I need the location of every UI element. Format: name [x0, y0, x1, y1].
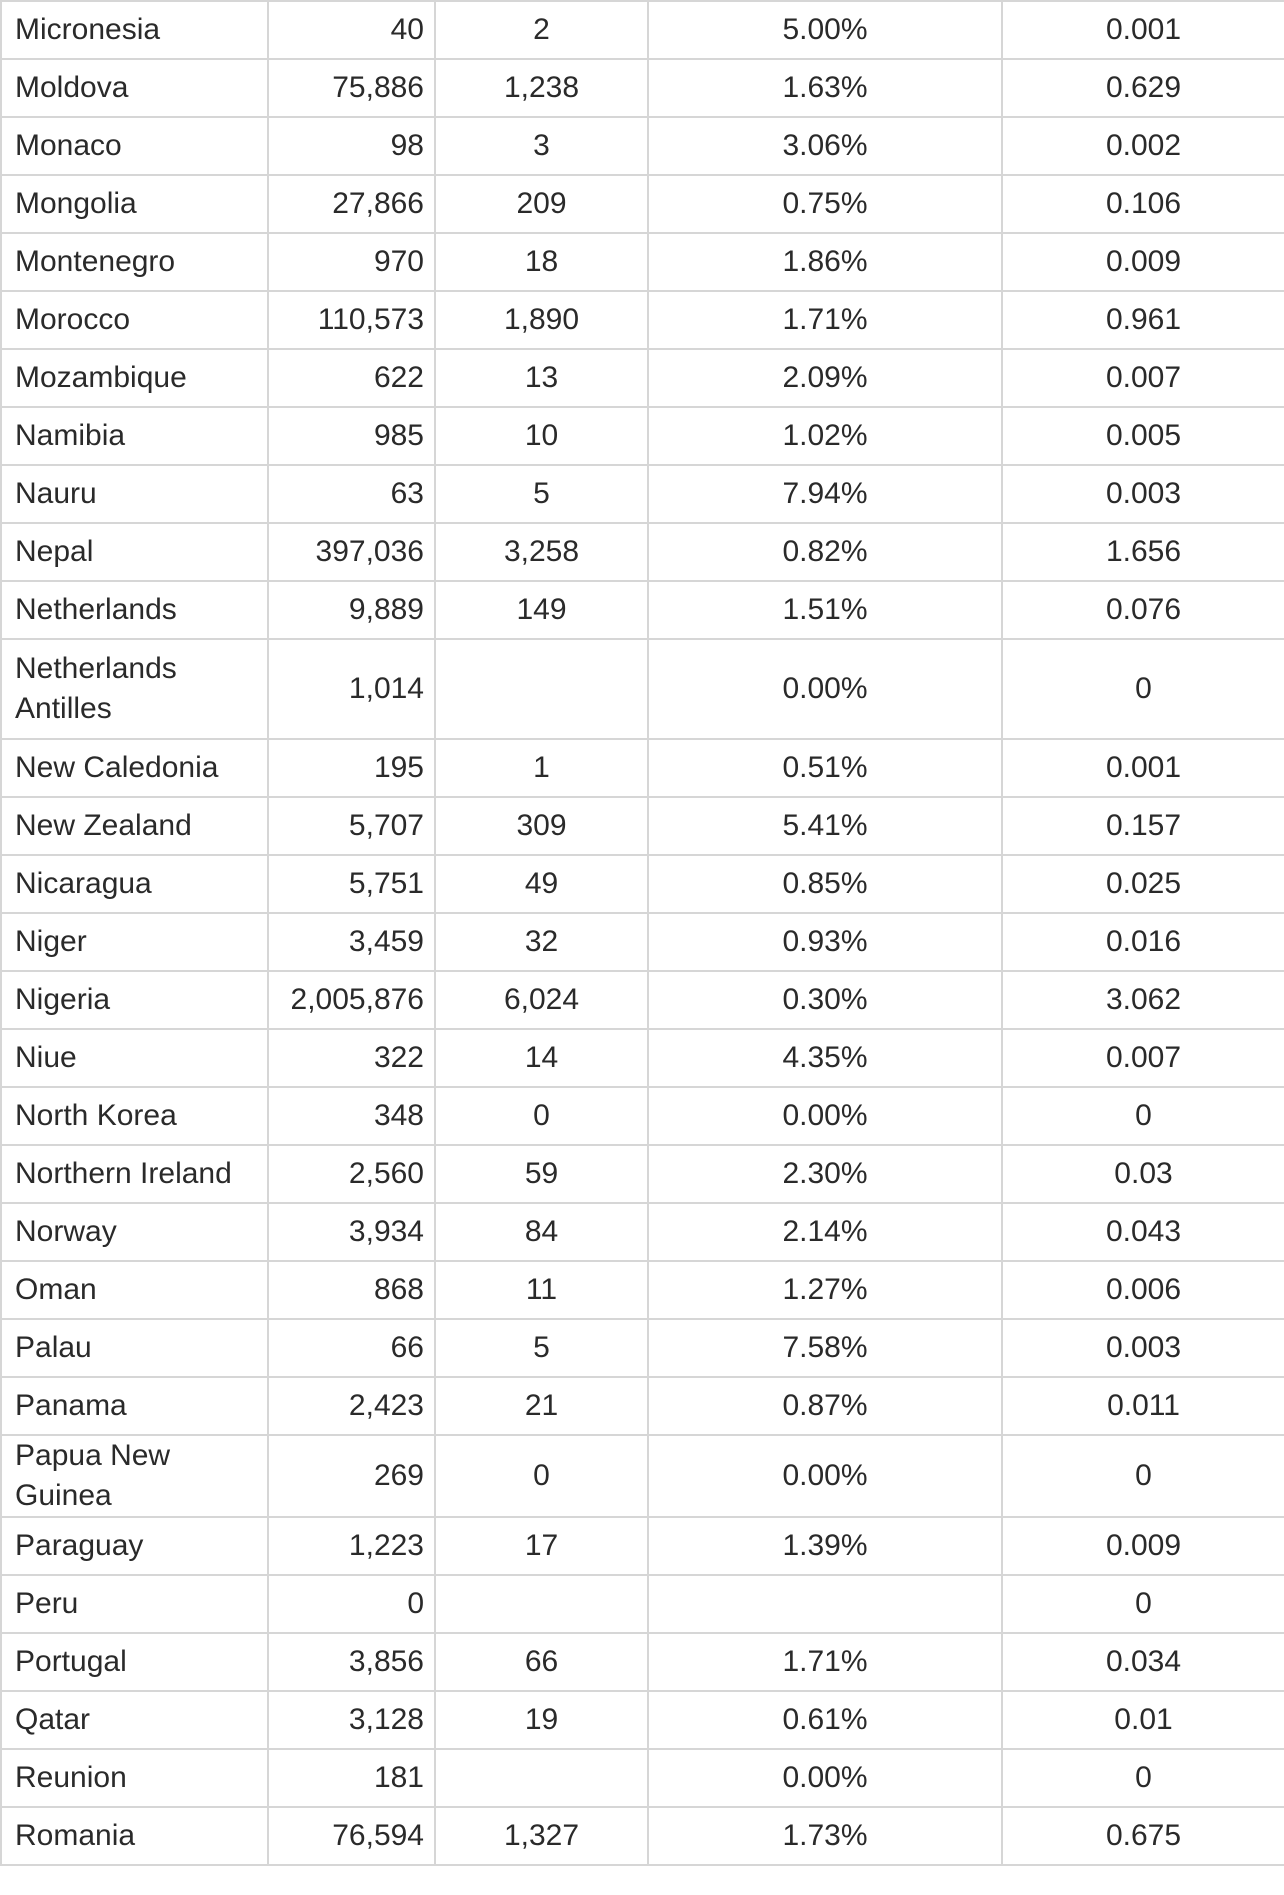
- table-row: [1, 407, 1284, 465]
- cases-cell: 98: [268, 117, 435, 175]
- country-cell: Micronesia: [1, 1, 268, 59]
- cases-cell: 2,005,876: [268, 971, 435, 1029]
- percent-cell: 0.03: [1002, 1145, 1284, 1203]
- deaths-cell: 14: [435, 1029, 648, 1087]
- cases-cell: 1,223: [268, 1517, 435, 1575]
- percent-cell: 3.062: [1002, 971, 1284, 1029]
- cases-cell: 9,889: [268, 581, 435, 639]
- table-row: [1, 797, 1284, 855]
- country-cell: Monaco: [1, 117, 268, 175]
- rate-cell: 1.86%: [648, 233, 1002, 291]
- deaths-cell: 49: [435, 855, 648, 913]
- country-cell: Netherlands Antilles: [1, 639, 268, 739]
- deaths-cell: 6,024: [435, 971, 648, 1029]
- cases-cell: 2,560: [268, 1145, 435, 1203]
- cases-cell: 75,886: [268, 59, 435, 117]
- deaths-cell: 32: [435, 913, 648, 971]
- deaths-cell: 5: [435, 1319, 648, 1377]
- deaths-cell: 66: [435, 1633, 648, 1691]
- country-cell: Paraguay: [1, 1517, 268, 1575]
- cases-cell: 3,856: [268, 1633, 435, 1691]
- percent-cell: 0.961: [1002, 291, 1284, 349]
- table-row: [1, 1691, 1284, 1749]
- rate-cell: 1.71%: [648, 1633, 1002, 1691]
- country-cell: Northern Ireland: [1, 1145, 268, 1203]
- deaths-cell: [435, 639, 648, 739]
- cases-cell: 985: [268, 407, 435, 465]
- table-row: [1, 1633, 1284, 1691]
- cases-cell: 0: [268, 1575, 435, 1633]
- deaths-cell: 3,258: [435, 523, 648, 581]
- table-row: [1, 1203, 1284, 1261]
- table-row: [1, 59, 1284, 117]
- cases-cell: 3,459: [268, 913, 435, 971]
- table-row: [1, 233, 1284, 291]
- country-cell: Papua New Guinea: [1, 1435, 268, 1517]
- country-cell: Netherlands: [1, 581, 268, 639]
- rate-cell: 0.85%: [648, 855, 1002, 913]
- rate-cell: 0.61%: [648, 1691, 1002, 1749]
- deaths-cell: 11: [435, 1261, 648, 1319]
- deaths-cell: 18: [435, 233, 648, 291]
- cases-cell: 622: [268, 349, 435, 407]
- rate-cell: 1.39%: [648, 1517, 1002, 1575]
- deaths-cell: 309: [435, 797, 648, 855]
- table-row: [1, 1575, 1284, 1633]
- rate-cell: 4.35%: [648, 1029, 1002, 1087]
- rate-cell: 0.87%: [648, 1377, 1002, 1435]
- rate-cell: 0.30%: [648, 971, 1002, 1029]
- cases-cell: 397,036: [268, 523, 435, 581]
- table-row: [1, 1377, 1284, 1435]
- table-row: [1, 1029, 1284, 1087]
- country-cell: Panama: [1, 1377, 268, 1435]
- table-row: [1, 1807, 1284, 1865]
- cases-cell: 970: [268, 233, 435, 291]
- percent-cell: 0.106: [1002, 175, 1284, 233]
- deaths-cell: 13: [435, 349, 648, 407]
- country-cell: New Caledonia: [1, 739, 268, 797]
- cases-cell: 2,423: [268, 1377, 435, 1435]
- rate-cell: 0.00%: [648, 1749, 1002, 1807]
- percent-cell: 0.009: [1002, 233, 1284, 291]
- deaths-cell: 0: [435, 1435, 648, 1517]
- country-cell: Reunion: [1, 1749, 268, 1807]
- percent-cell: 0.011: [1002, 1377, 1284, 1435]
- country-cell: Montenegro: [1, 233, 268, 291]
- country-cell: Morocco: [1, 291, 268, 349]
- percent-cell: 0.675: [1002, 1807, 1284, 1865]
- country-cell: Niger: [1, 913, 268, 971]
- deaths-cell: 19: [435, 1691, 648, 1749]
- cases-cell: 3,934: [268, 1203, 435, 1261]
- table-row: [1, 1, 1284, 59]
- rate-cell: 3.06%: [648, 117, 1002, 175]
- table-row: [1, 639, 1284, 739]
- deaths-cell: 10: [435, 407, 648, 465]
- rate-cell: 1.27%: [648, 1261, 1002, 1319]
- cases-cell: 5,751: [268, 855, 435, 913]
- cases-cell: 5,707: [268, 797, 435, 855]
- rate-cell: 1.51%: [648, 581, 1002, 639]
- deaths-cell: [435, 1749, 648, 1807]
- country-cell: Portugal: [1, 1633, 268, 1691]
- deaths-cell: 1,327: [435, 1807, 648, 1865]
- country-cell: North Korea: [1, 1087, 268, 1145]
- percent-cell: 1.656: [1002, 523, 1284, 581]
- rate-cell: 1.63%: [648, 59, 1002, 117]
- rate-cell: 0.00%: [648, 1435, 1002, 1517]
- percent-cell: 0.016: [1002, 913, 1284, 971]
- percent-cell: 0.007: [1002, 1029, 1284, 1087]
- percent-cell: 0.157: [1002, 797, 1284, 855]
- rate-cell: 0.93%: [648, 913, 1002, 971]
- rate-cell: 5.41%: [648, 797, 1002, 855]
- cases-cell: 269: [268, 1435, 435, 1517]
- percent-cell: 0.025: [1002, 855, 1284, 913]
- percent-cell: 0.009: [1002, 1517, 1284, 1575]
- rate-cell: 2.30%: [648, 1145, 1002, 1203]
- cases-cell: 322: [268, 1029, 435, 1087]
- country-cell: Nigeria: [1, 971, 268, 1029]
- country-cell: Romania: [1, 1807, 268, 1865]
- rate-cell: 0.82%: [648, 523, 1002, 581]
- country-cell: New Zealand: [1, 797, 268, 855]
- table-row: [1, 1319, 1284, 1377]
- deaths-cell: 0: [435, 1087, 648, 1145]
- cases-cell: 181: [268, 1749, 435, 1807]
- country-cell: Mozambique: [1, 349, 268, 407]
- percent-cell: 0.076: [1002, 581, 1284, 639]
- deaths-cell: 84: [435, 1203, 648, 1261]
- cases-cell: 3,128: [268, 1691, 435, 1749]
- rate-cell: [648, 1575, 1002, 1633]
- table-row: [1, 465, 1284, 523]
- percent-cell: 0.005: [1002, 407, 1284, 465]
- percent-cell: 0.034: [1002, 1633, 1284, 1691]
- rate-cell: 2.09%: [648, 349, 1002, 407]
- percent-cell: 0.002: [1002, 117, 1284, 175]
- deaths-cell: 1,890: [435, 291, 648, 349]
- country-cell: Palau: [1, 1319, 268, 1377]
- deaths-cell: 3: [435, 117, 648, 175]
- rate-cell: 1.73%: [648, 1807, 1002, 1865]
- deaths-cell: 1: [435, 739, 648, 797]
- table-row: [1, 349, 1284, 407]
- cases-cell: 110,573: [268, 291, 435, 349]
- deaths-cell: 1,238: [435, 59, 648, 117]
- rate-cell: 7.94%: [648, 465, 1002, 523]
- table-row: [1, 1145, 1284, 1203]
- cases-cell: 348: [268, 1087, 435, 1145]
- country-cell: Qatar: [1, 1691, 268, 1749]
- percent-cell: 0: [1002, 1575, 1284, 1633]
- deaths-cell: 149: [435, 581, 648, 639]
- deaths-cell: 17: [435, 1517, 648, 1575]
- country-cell: Nepal: [1, 523, 268, 581]
- percent-cell: 0: [1002, 1435, 1284, 1517]
- deaths-cell: 209: [435, 175, 648, 233]
- table-row: [1, 1087, 1284, 1145]
- table-row: [1, 1435, 1284, 1517]
- table-row: [1, 855, 1284, 913]
- percent-cell: 0.001: [1002, 1, 1284, 59]
- deaths-cell: 2: [435, 1, 648, 59]
- rate-cell: 1.71%: [648, 291, 1002, 349]
- rate-cell: 0.00%: [648, 1087, 1002, 1145]
- percent-cell: 0: [1002, 1749, 1284, 1807]
- percent-cell: 0.003: [1002, 465, 1284, 523]
- cases-cell: 66: [268, 1319, 435, 1377]
- deaths-cell: 59: [435, 1145, 648, 1203]
- percent-cell: 0.003: [1002, 1319, 1284, 1377]
- country-cell: Nicaragua: [1, 855, 268, 913]
- country-cell: Namibia: [1, 407, 268, 465]
- country-cell: Oman: [1, 1261, 268, 1319]
- table-row: [1, 1517, 1284, 1575]
- table-body: [1, 1, 1284, 1865]
- table-row: [1, 971, 1284, 1029]
- country-cell: Nauru: [1, 465, 268, 523]
- country-cell: Peru: [1, 1575, 268, 1633]
- table-row: [1, 913, 1284, 971]
- country-cell: Norway: [1, 1203, 268, 1261]
- rate-cell: 0.75%: [648, 175, 1002, 233]
- table-row: [1, 523, 1284, 581]
- cases-cell: 63: [268, 465, 435, 523]
- percent-cell: 0.001: [1002, 739, 1284, 797]
- percent-cell: 0: [1002, 1087, 1284, 1145]
- table-row: [1, 175, 1284, 233]
- country-cell: Mongolia: [1, 175, 268, 233]
- rate-cell: 1.02%: [648, 407, 1002, 465]
- table-row: [1, 1261, 1284, 1319]
- cases-cell: 868: [268, 1261, 435, 1319]
- table-row: [1, 291, 1284, 349]
- country-cell: Moldova: [1, 59, 268, 117]
- percent-cell: 0.007: [1002, 349, 1284, 407]
- deaths-cell: [435, 1575, 648, 1633]
- cases-cell: 76,594: [268, 1807, 435, 1865]
- rate-cell: 2.14%: [648, 1203, 1002, 1261]
- country-cell: Niue: [1, 1029, 268, 1087]
- rate-cell: 7.58%: [648, 1319, 1002, 1377]
- percent-cell: 0.01: [1002, 1691, 1284, 1749]
- table-row: [1, 581, 1284, 639]
- percent-cell: 0: [1002, 639, 1284, 739]
- percent-cell: 0.043: [1002, 1203, 1284, 1261]
- rate-cell: 0.51%: [648, 739, 1002, 797]
- table-row: [1, 739, 1284, 797]
- rate-cell: 0.00%: [648, 639, 1002, 739]
- table-row: [1, 117, 1284, 175]
- rate-cell: 5.00%: [648, 1, 1002, 59]
- cases-cell: 40: [268, 1, 435, 59]
- cases-cell: 27,866: [268, 175, 435, 233]
- table-row: [1, 1749, 1284, 1807]
- deaths-cell: 5: [435, 465, 648, 523]
- percent-cell: 0.629: [1002, 59, 1284, 117]
- deaths-cell: 21: [435, 1377, 648, 1435]
- cases-cell: 1,014: [268, 639, 435, 739]
- cases-cell: 195: [268, 739, 435, 797]
- percent-cell: 0.006: [1002, 1261, 1284, 1319]
